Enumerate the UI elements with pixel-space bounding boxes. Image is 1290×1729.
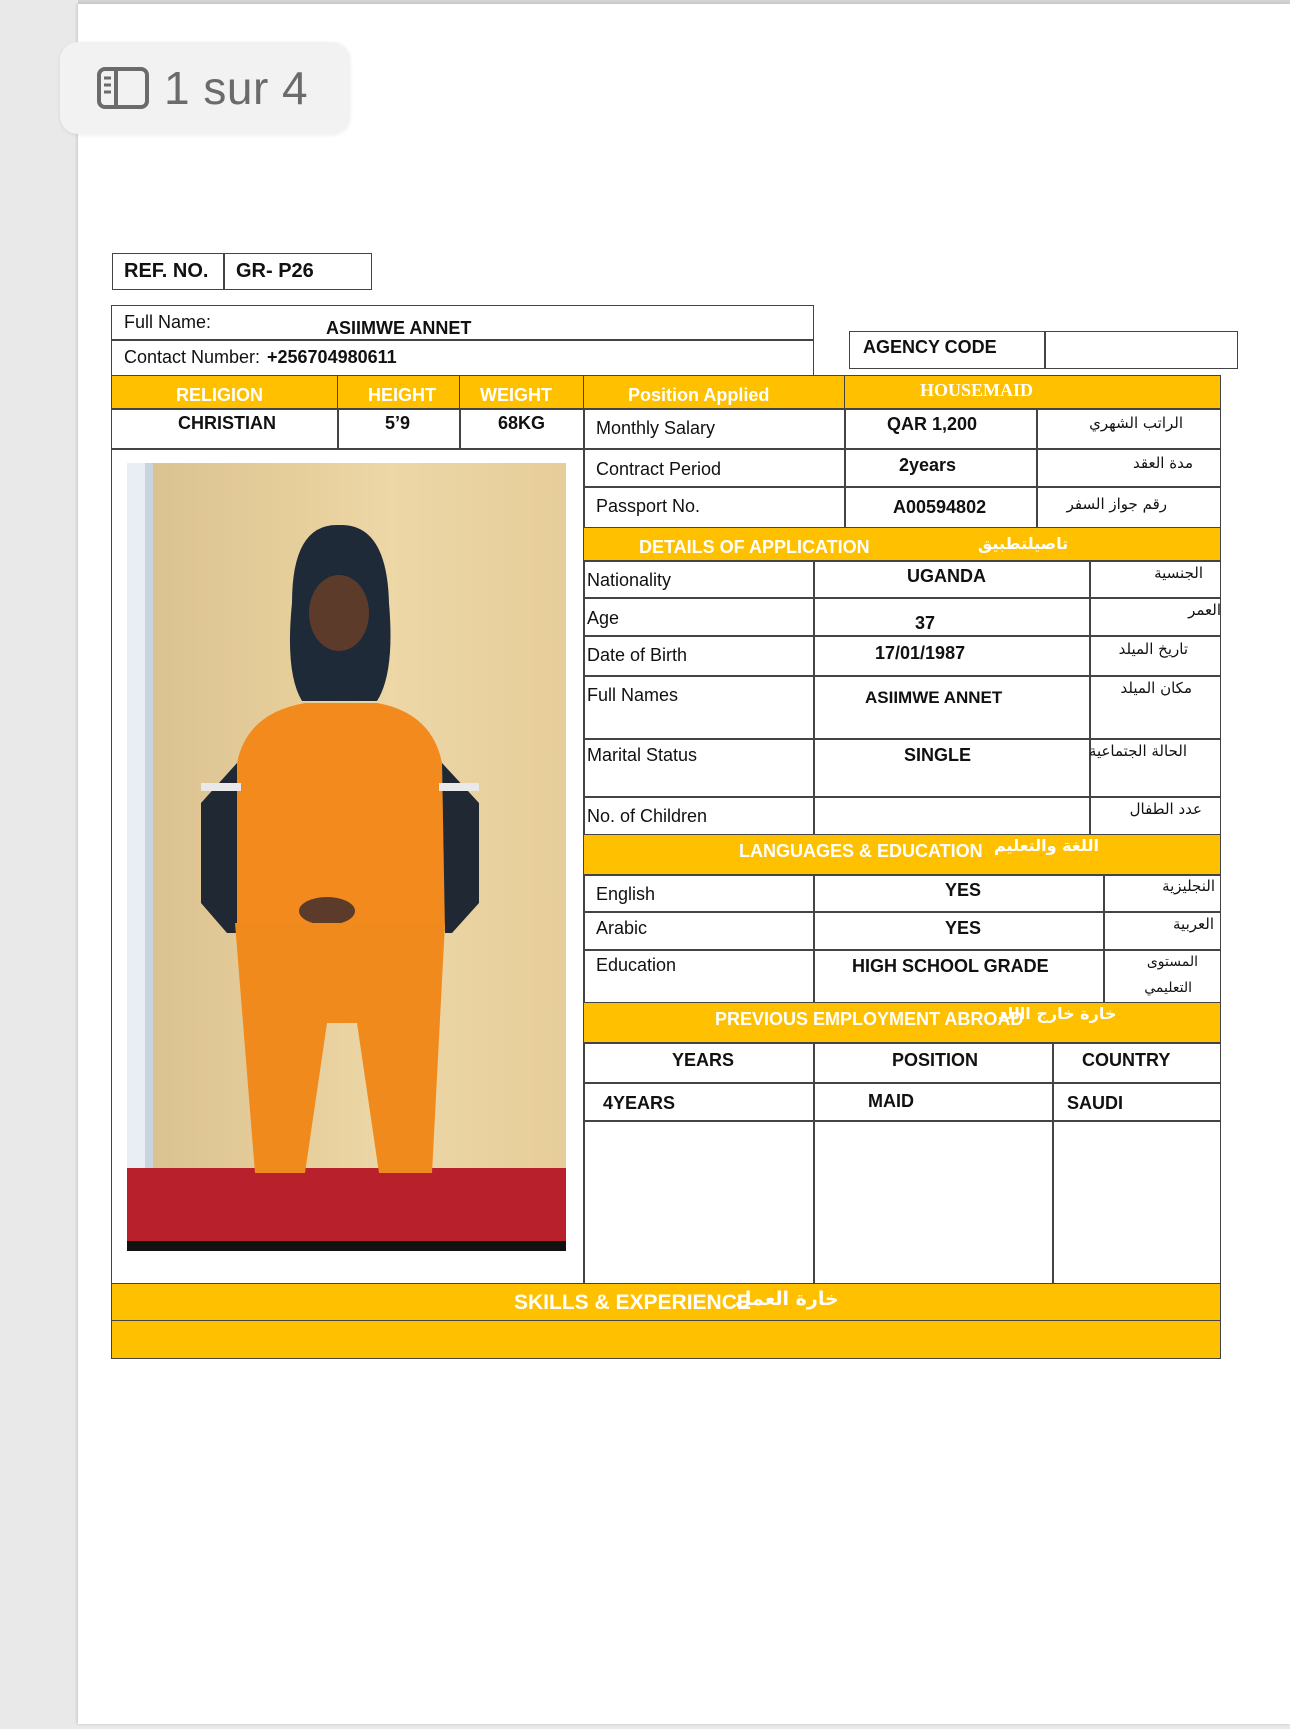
children-label: No. of Children	[587, 806, 708, 826]
english-arabic: النجليزية	[1162, 877, 1215, 895]
employment-empty-country	[1052, 1120, 1221, 1285]
skills-body	[111, 1320, 1221, 1359]
salary-value: QAR 1,200	[887, 414, 978, 434]
full-name-value: ASIIMWE ANNET	[326, 318, 472, 338]
employment-country-value: SAUDI	[1067, 1093, 1124, 1113]
employment-header-arabic: خارة خارج االلد	[998, 1004, 1117, 1023]
contract-value: 2years	[899, 455, 957, 475]
english-value: YES	[945, 880, 982, 900]
languages-header-text: LANGUAGES & EDUCATION	[739, 841, 983, 861]
employment-empty-years	[583, 1120, 815, 1285]
dob-label: Date of Birth	[587, 645, 688, 665]
employment-empty-position	[813, 1120, 1054, 1285]
employment-col-position-text: POSITION	[892, 1050, 979, 1070]
children-value-cell	[813, 796, 1091, 836]
skills-header-text: SKILLS & EXPERIENCE	[514, 1291, 751, 1314]
marital-label: Marital Status	[587, 745, 698, 765]
employment-col-country-text: COUNTRY	[1082, 1050, 1171, 1070]
arabic-value: YES	[945, 918, 982, 938]
ref-label: REF. NO.	[124, 260, 209, 282]
weight-header-text: WEIGHT	[480, 385, 552, 405]
salary-arabic: الراتب الشهري	[1089, 414, 1183, 432]
ref-value: GR- P26	[236, 260, 314, 282]
children-arabic: عدد الطفال	[1129, 800, 1202, 818]
full-name-label: Full Name:	[124, 312, 212, 332]
contract-arabic: مدة العقد	[1133, 454, 1193, 472]
contact-label: Contact Number:	[124, 347, 261, 367]
education-arabic-line2: التعليمي	[1144, 980, 1192, 996]
education-label: Education	[596, 955, 677, 975]
employment-position-value: MAID	[868, 1091, 914, 1111]
position-value: HOUSEMAID	[920, 380, 1034, 400]
age-value: 37	[915, 613, 936, 633]
skills-header-arabic: خارة العمل	[735, 1288, 839, 1310]
age-arabic: العمر	[1188, 601, 1221, 619]
position-applied-header-text: Position Applied	[628, 385, 770, 405]
education-arabic-line1: المستوى	[1146, 954, 1198, 970]
employment-col-years-text: YEARS	[672, 1050, 735, 1070]
education-value: HIGH SCHOOL GRADE	[852, 956, 1049, 976]
height-value: 5’9	[385, 413, 411, 433]
employment-header-text: PREVIOUS EMPLOYMENT ABROAD	[715, 1009, 1024, 1029]
marital-value: SINGLE	[904, 745, 972, 765]
full-names-label: Full Names	[587, 685, 679, 705]
contract-arabic-cell	[1036, 448, 1221, 488]
page-indicator-text: 1 sur 4	[164, 62, 309, 114]
english-label: English	[596, 884, 656, 904]
employment-row-position	[813, 1082, 1054, 1122]
passport-arabic: رقم جواز السفر	[1066, 495, 1167, 513]
passport-value: A00594802	[893, 497, 987, 517]
languages-header-arabic: اللغة والتعليم	[994, 836, 1099, 855]
arabic-arabic: العربية	[1173, 915, 1214, 933]
passport-label: Passport No.	[596, 496, 701, 516]
full-names-value: ASIIMWE ANNET	[865, 688, 1003, 707]
contract-label: Contract Period	[596, 459, 722, 479]
dob-value: 17/01/1987	[875, 643, 966, 663]
employment-years-value: 4YEARS	[603, 1093, 676, 1113]
page-indicator[interactable]	[60, 42, 350, 134]
full-names-value-cell	[813, 675, 1091, 740]
age-value-cell	[813, 597, 1091, 637]
salary-label: Monthly Salary	[596, 418, 716, 438]
agency-label: AGENCY CODE	[863, 337, 997, 357]
religion-value: CHRISTIAN	[178, 413, 276, 433]
religion-header-text: RELIGION	[176, 385, 264, 405]
contact-value: +256704980611	[267, 347, 397, 367]
candidate-photo	[127, 463, 566, 1251]
sidebar-toggle-icon[interactable]	[96, 66, 150, 110]
details-header-text: DETAILS OF APPLICATION	[639, 537, 870, 557]
details-header-arabic: تاصيلتطبيق	[978, 534, 1069, 553]
nationality-arabic: الجنسية	[1154, 564, 1203, 582]
full-names-arabic: مكان الميلد	[1120, 679, 1192, 697]
nationality-value: UGANDA	[907, 566, 986, 586]
weight-value: 68KG	[498, 413, 546, 433]
height-header-text: HEIGHT	[368, 385, 437, 405]
arabic-label: Arabic	[596, 918, 648, 938]
nationality-label: Nationality	[587, 570, 672, 590]
age-label: Age	[587, 608, 620, 628]
marital-arabic: الحالة الجتماعية	[1088, 742, 1187, 760]
dob-arabic: تاريخ الميلد	[1118, 640, 1188, 658]
agency-value-cell	[1044, 331, 1238, 369]
